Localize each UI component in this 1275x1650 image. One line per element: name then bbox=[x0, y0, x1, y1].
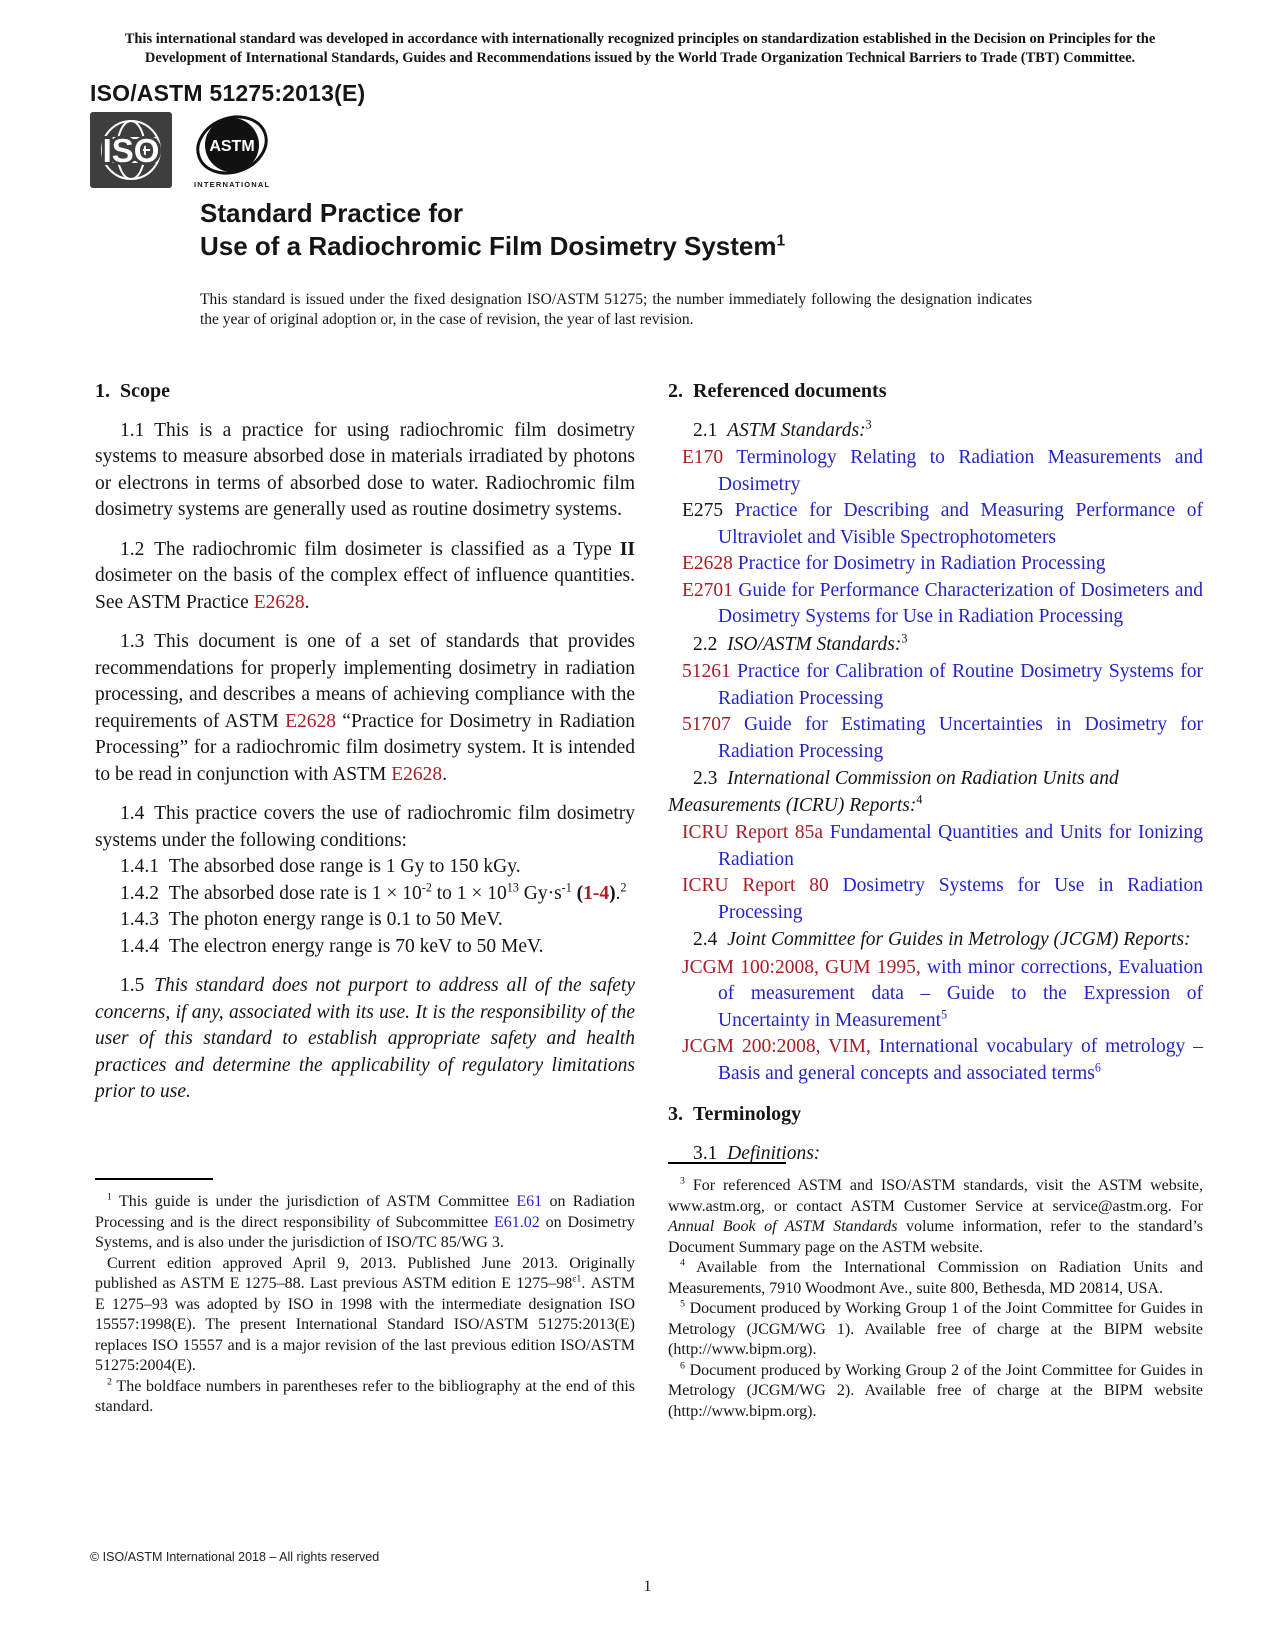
text-run: Definitions: bbox=[727, 1142, 821, 1164]
footnote-separator-left bbox=[95, 1178, 213, 1180]
paragraph bbox=[668, 766, 1203, 819]
text-run: on Dosimetry Systems, and is also under the jurisdiction of ISO/TC 85/WG 3. bbox=[95, 1213, 636, 1251]
footnote bbox=[668, 1176, 1203, 1258]
reference-link[interactable]: Guide for Performance Characterization of Dosimeters and Dosimetry Systems for Use in Radiation Processing bbox=[718, 579, 1203, 627]
iso-logo-icon bbox=[90, 112, 172, 188]
logo-row bbox=[90, 112, 270, 196]
text-run: 3. Terminology bbox=[668, 1103, 802, 1125]
wto-notice-line1: This international standard was developed in accordance with internationally recognized principles on standardization established in the Decision on Principles for the bbox=[124, 31, 1156, 47]
text-run: 4 bbox=[680, 1257, 685, 1269]
text-run: 13 bbox=[506, 880, 519, 894]
paragraph bbox=[95, 537, 635, 617]
text-run: 1.4.2 The absorbed dose rate is 1 × 10 bbox=[120, 882, 422, 904]
footnote bbox=[668, 1299, 1203, 1361]
reference-link[interactable]: International vocabulary of metrology – Basis and general concepts and associated terms bbox=[718, 1036, 1203, 1084]
reference-link[interactable]: E2628 bbox=[391, 763, 443, 785]
paragraph bbox=[95, 973, 635, 1106]
text-run: International Commission on Radiation Units and Measurements (ICRU) Reports: bbox=[668, 768, 1119, 816]
text-run: Joint Committee for Guides in Metrology (JCGM) Reports: bbox=[727, 929, 1191, 950]
text-run: 3 bbox=[901, 631, 908, 645]
footnotes-left bbox=[95, 1192, 635, 1418]
text-run: 6 bbox=[680, 1360, 685, 1372]
text-run: For referenced ASTM and ISO/ASTM standards, visit the ASTM website, www.astm.org, or contact ASTM Customer Service at service@astm.org. For bbox=[668, 1177, 1203, 1215]
text-run: 2. Referenced documents bbox=[668, 380, 887, 402]
reference-link[interactable]: E2628 bbox=[682, 553, 733, 574]
reference-link[interactable]: Dosimetry Systems for Use in Radiation Processing bbox=[718, 875, 1203, 923]
text-run: 2 bbox=[107, 1376, 112, 1388]
text-run: ASTM Standards: bbox=[727, 419, 866, 441]
paragraph bbox=[668, 927, 1203, 954]
astm-logo-caption: INTERNATIONAL bbox=[194, 180, 271, 189]
text-run: “Practice for Dosimetry in Radiation Processing” for a radiochromic film dosimetry system. It is intended to be read in conjunction with ASTM bbox=[95, 710, 636, 785]
text-run: 1.3 This document is one of a set of standards that provides recommendations for properly implementing dosimetry in radiation processing, and describes a means of achieving compliance with the requirements of ASTM bbox=[95, 631, 635, 732]
text-run: 1.2 The radiochromic film dosimeter is classified as a Type bbox=[120, 538, 620, 560]
reference-link[interactable]: JCGM 200:2008, VIM, bbox=[682, 1036, 871, 1057]
reference-link[interactable]: Practice for Dosimetry in Radiation Processing bbox=[732, 553, 1106, 574]
reference-item bbox=[668, 955, 1203, 1035]
text-run: 1.5 bbox=[120, 975, 155, 996]
title-footnote-ref[interactable]: 1 bbox=[776, 232, 786, 250]
text-run: 5 bbox=[680, 1298, 685, 1310]
reference-item bbox=[668, 1034, 1203, 1087]
text-run: ( bbox=[571, 882, 584, 904]
page-title bbox=[200, 231, 785, 262]
text-run: . bbox=[304, 591, 310, 613]
text-run: . bbox=[615, 882, 621, 904]
text-run: -1 bbox=[561, 880, 572, 894]
section-heading bbox=[95, 378, 635, 405]
text-run: 5 bbox=[941, 1007, 948, 1021]
reference-item bbox=[668, 873, 1203, 926]
text-run: 2.4 bbox=[693, 929, 728, 950]
reference-link[interactable]: 51261 bbox=[682, 661, 731, 682]
paragraph bbox=[95, 801, 635, 854]
reference-item bbox=[668, 498, 1203, 551]
reference-link[interactable]: ICRU Report 80 bbox=[682, 875, 829, 896]
paragraph bbox=[95, 907, 635, 934]
text-run: Annual Book of ASTM Standards bbox=[668, 1218, 898, 1235]
text-run: 6 bbox=[1094, 1060, 1101, 1074]
text-run: 1.4.4 The electron energy range is 70 keV to 50 MeV. bbox=[120, 935, 544, 957]
astm-logo-icon bbox=[195, 110, 269, 182]
reference-link[interactable]: E61.02 bbox=[493, 1213, 540, 1231]
reference-link[interactable]: Guide for Estimating Uncertainties in Dosimetry for Radiation Processing bbox=[718, 714, 1203, 762]
footnote bbox=[668, 1361, 1203, 1423]
wto-notice-line2: Development of International Standards, Guides and Recommendations issued by the World Trade Organization Technical Barriers to Trade (TBT) Committee. bbox=[144, 50, 1136, 66]
text-run: 2 bbox=[620, 880, 627, 894]
paragraph bbox=[668, 632, 1203, 659]
reference-link[interactable]: E2628 bbox=[285, 710, 336, 732]
reference-link[interactable]: with minor corrections, Evaluation of measurement data – Guide to the Expression of Uncertainty in Measurement bbox=[718, 956, 1204, 1031]
text-run: ISO/ASTM Standards: bbox=[727, 633, 902, 655]
text-run: volume information, refer to the standard’s Document Summary page on the ASTM website. bbox=[668, 1218, 1203, 1256]
text-run: This guide is under the jurisdiction of ASTM Committee bbox=[111, 1193, 517, 1210]
text-run: 3 bbox=[680, 1175, 685, 1187]
text-run: The boldface numbers in parentheses refer to the bibliography at the end of this standard. bbox=[95, 1377, 635, 1415]
text-run: . bbox=[442, 763, 448, 785]
reference-link[interactable]: JCGM 100:2008, GUM 1995, bbox=[682, 956, 921, 978]
text-run: 2.2 bbox=[693, 633, 728, 655]
reference-link[interactable]: E61 bbox=[516, 1193, 543, 1210]
text-run: on Radiation Processing and is the direct responsibility of Subcommittee bbox=[95, 1193, 636, 1231]
footnote bbox=[95, 1254, 635, 1377]
issue-note: This standard is issued under the fixed designation ISO/ASTM 51275; the number immediately following the designation indicates the year of original adoption or, in the case of revision, the year of last revision. bbox=[200, 291, 1032, 328]
reference-link[interactable]: E2701 bbox=[682, 579, 733, 601]
astm-logo-label: ASTM bbox=[209, 138, 255, 155]
text-run: 2.1 bbox=[693, 419, 728, 441]
footnote bbox=[95, 1192, 635, 1254]
text-run: 4 bbox=[916, 792, 923, 806]
reference-link[interactable]: E2628 bbox=[253, 591, 305, 613]
astm-logo bbox=[194, 110, 270, 189]
text-run: E275 bbox=[682, 500, 724, 521]
wto-notice bbox=[88, 30, 1192, 68]
reference-item bbox=[668, 659, 1203, 712]
reference-link[interactable]: Fundamental Quantities and Units for Ionizing Radiation bbox=[718, 822, 1203, 870]
paragraph bbox=[95, 629, 635, 788]
text-run: 2.3 bbox=[693, 768, 728, 789]
text-run: II bbox=[619, 538, 635, 560]
right-column bbox=[668, 378, 1203, 1168]
section-heading bbox=[668, 378, 1203, 405]
page-title-text: Use of a Radiochromic Film Dosimetry System bbox=[200, 231, 777, 261]
paragraph bbox=[95, 418, 635, 524]
reference-link[interactable]: ICRU Report 85a bbox=[682, 822, 824, 843]
paragraph bbox=[95, 881, 635, 908]
text-run: 3 bbox=[865, 417, 872, 431]
left-column bbox=[95, 378, 635, 1119]
reference-link[interactable]: Practice for Calibration of Routine Dosimetry Systems for Radiation Processing bbox=[718, 661, 1203, 709]
text-run: -2 bbox=[421, 880, 432, 894]
paragraph bbox=[668, 418, 1203, 445]
text-run: This standard does not purport to address all of the safety concerns, if any, associated with its use. It is the responsibility of the user of this standard to establish appropriate safety and health practices and determine the applicability of regulatory limitations prior to use. bbox=[95, 975, 635, 1102]
footnote bbox=[95, 1377, 635, 1418]
text-run: 1 bbox=[107, 1191, 112, 1203]
reference-link[interactable]: Practice for Describing and Measuring Performance of Ultraviolet and Visible Spectrophotometers bbox=[718, 500, 1203, 548]
reference-link[interactable]: 1-4 bbox=[583, 882, 610, 904]
iso-logo-label: ISO bbox=[102, 132, 160, 169]
text-run: Document produced by Working Group 1 of the Joint Committee for Guides in Metrology (JCGM/WG 1). Available free of charge at the BIPM website (http://www.bipm.org). bbox=[668, 1300, 1203, 1358]
text-run: to 1 × 10 bbox=[431, 882, 507, 904]
text-run: . ASTM E 1275–93 was adopted by ISO in 1998 with the intermediate designation ISO 15557:1998(E). The present International Standard ISO/ASTM 51275:2013(E) replaces ISO 15557 and is a major revision of the last previous edition ISO/ASTM 51275:2004(E). bbox=[95, 1275, 636, 1374]
paragraph bbox=[95, 854, 635, 881]
text-run: 1.4.3 The photon energy range is 0.1 to 50 MeV. bbox=[120, 909, 503, 930]
reference-link[interactable]: Terminology Relating to Radiation Measurements and Dosimetry bbox=[718, 447, 1203, 495]
reference-item bbox=[668, 445, 1203, 498]
section-heading bbox=[668, 1101, 1203, 1128]
text-run: ) bbox=[609, 882, 616, 904]
text-run: Current edition approved April 9, 2013. Published June 2013. Originally published as ASTM E 1275–88. Last previous ASTM edition E 1275–98 bbox=[95, 1254, 635, 1292]
text-run: 1. Scope bbox=[95, 380, 170, 402]
page-title-kicker: Standard Practice for bbox=[200, 198, 463, 228]
copyright-notice: © ISO/ASTM International 2018 – All rights reserved bbox=[90, 1550, 380, 1564]
footnote bbox=[668, 1258, 1203, 1299]
reference-item bbox=[668, 578, 1203, 631]
text-run: Gy·s bbox=[518, 882, 562, 904]
text-run: ε1 bbox=[572, 1273, 582, 1285]
reference-link[interactable]: E170 bbox=[682, 447, 724, 468]
reference-item bbox=[668, 820, 1203, 873]
footnote-separator-right bbox=[668, 1162, 786, 1164]
text-run: 1.4 This practice covers the use of radiochromic film dosimetry systems under the following conditions: bbox=[95, 803, 635, 851]
reference-item bbox=[668, 712, 1203, 765]
text-run: Available from the International Commission on Radiation Units and Measurements, 7910 Woodmont Ave., suite 800, Bethesda, MD 20814, USA. bbox=[668, 1259, 1203, 1297]
reference-link[interactable]: 51707 bbox=[682, 714, 731, 735]
paragraph bbox=[95, 934, 635, 961]
text-run: 1.4.1 The absorbed dose range is 1 Gy to 150 kGy. bbox=[120, 856, 521, 877]
footnotes-right bbox=[668, 1176, 1203, 1422]
text-run: 3.1 bbox=[693, 1142, 728, 1164]
standard-designation: ISO/ASTM 51275:2013(E) bbox=[90, 80, 366, 106]
text-run: dosimeter on the basis of the complex effect of influence quantities. See ASTM Practice bbox=[95, 565, 635, 613]
text-run: Document produced by Working Group 2 of the Joint Committee for Guides in Metrology (JCGM/WG 2). Available free of charge at the BIPM website (http://www.bipm.org). bbox=[668, 1361, 1203, 1420]
text-run: 1.1 This is a practice for using radiochromic film dosimetry systems to measure absorbed dose in materials irradiated by photons or electrons in terms of absorbed dose to water. Radiochromic film dosimetry systems are generally used as routine dosimetry systems. bbox=[95, 419, 635, 520]
page-number: 1 bbox=[643, 1578, 652, 1595]
reference-item bbox=[668, 551, 1203, 578]
